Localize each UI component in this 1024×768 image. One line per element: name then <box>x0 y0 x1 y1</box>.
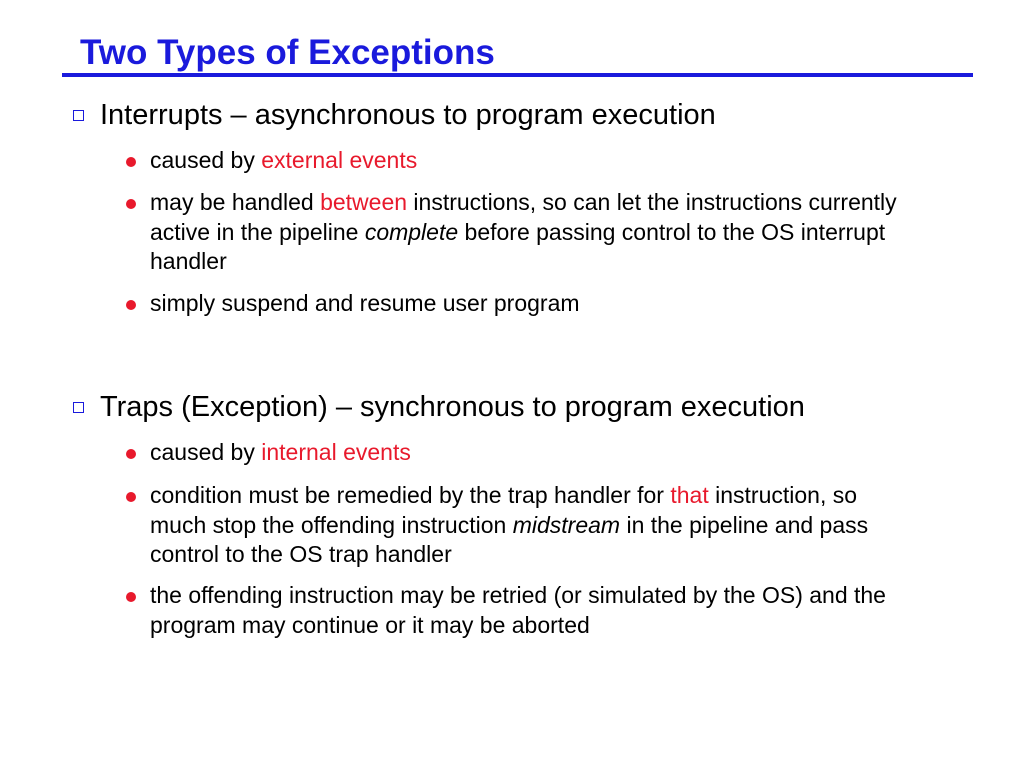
bullet-item <box>126 438 910 468</box>
text-segment: simply suspend and resume user program <box>150 290 580 316</box>
slide-title: Two Types of Exceptions <box>80 33 495 72</box>
title-underline <box>62 73 973 77</box>
bullet-text <box>150 438 910 468</box>
text-segment: instruction, so much stop the offending instruction <box>150 482 858 538</box>
bullet-item <box>126 481 910 570</box>
red-dot-bullet-icon <box>126 199 136 209</box>
highlight-text: that <box>670 482 709 508</box>
red-dot-bullet-icon <box>126 592 136 602</box>
text-segment: may be handled <box>150 189 321 215</box>
red-dot-bullet-icon <box>126 300 136 310</box>
highlight-text: external events <box>261 147 418 173</box>
text-segment: caused by <box>150 439 262 465</box>
bullet-text <box>150 481 910 570</box>
section-heading-text: Traps (Exception) – synchronous to program execution <box>100 391 805 423</box>
bullet-text <box>150 581 910 640</box>
bullet-item <box>126 146 910 176</box>
text-segment: the offending instruction may be retried (or simulated by the OS) and the program may continue or it may be aborted <box>150 582 886 638</box>
bullet-text <box>150 146 910 176</box>
bullet-item <box>126 188 910 277</box>
bullet-item <box>126 289 910 319</box>
bullet-text <box>150 289 910 319</box>
red-dot-bullet-icon <box>126 449 136 459</box>
text-segment: in the pipeline and pass control to the OS trap handler <box>150 511 869 567</box>
section-heading-text: Interrupts – asynchronous to program execution <box>100 99 716 131</box>
bullet-item <box>126 581 910 640</box>
italic-text: midstream <box>512 511 621 538</box>
text-segment: instructions, so can let the instructions currently active in the pipeline <box>150 189 897 245</box>
text-segment: before passing control to the OS interrupt handler <box>150 218 886 274</box>
square-bullet-icon <box>73 402 84 413</box>
text-segment: caused by <box>150 147 262 173</box>
red-dot-bullet-icon <box>126 492 136 502</box>
red-dot-bullet-icon <box>126 157 136 167</box>
highlight-text: internal events <box>261 439 411 465</box>
text-segment: condition must be remedied by the trap handler for <box>150 482 671 508</box>
italic-text: complete <box>364 218 459 245</box>
square-bullet-icon <box>73 110 84 121</box>
bullet-text <box>150 188 910 277</box>
highlight-text: between <box>320 189 408 215</box>
